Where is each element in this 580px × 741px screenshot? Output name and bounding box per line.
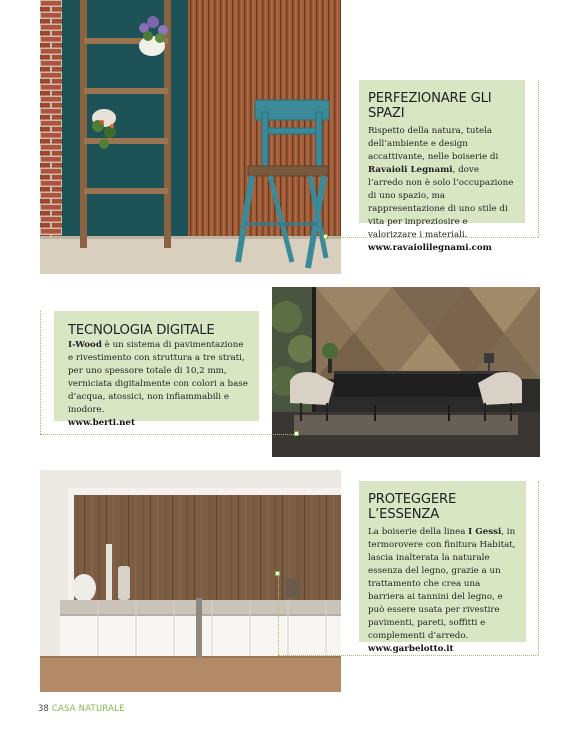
article-title: PROTEGGERE L’ESSENZA [368, 492, 457, 522]
dotted-frame-line [538, 481, 539, 655]
photo-living-room [272, 287, 540, 457]
pin-marker [323, 234, 328, 239]
dotted-frame-line [278, 655, 538, 656]
photo-ladder-chair [40, 0, 341, 274]
article-title: TECNOLOGIA DIGITALE [68, 323, 215, 338]
pin-marker [294, 431, 299, 436]
magazine-name: CASA NATURALE [51, 704, 125, 714]
website-link[interactable]: www.ravaiolilegnami.com [368, 243, 492, 253]
pin-marker [275, 571, 280, 576]
dotted-frame-line [327, 237, 538, 238]
dotted-frame-line [278, 575, 279, 655]
dotted-frame-line [538, 80, 539, 237]
article-text: I-Wood è un sistema di pavimentazione e rivestimento con struttura a tre strati, per uno spessore totale di 10,2 mm, verniciata digitalmente con colori a base d’acqua, atossici, non infiammabili e inodore. [68, 340, 248, 415]
page-number: 38 [38, 704, 49, 714]
dotted-frame-line [40, 311, 41, 434]
page-footer [38, 704, 125, 714]
dotted-frame-line [40, 434, 296, 435]
article-box-1 [359, 80, 525, 253]
website-link[interactable]: www.berti.net [68, 418, 135, 428]
article-box-2 [54, 311, 259, 428]
brand-name: I-Wood [68, 340, 102, 350]
brand-name: Ravaioli Legnami [368, 165, 453, 175]
brand-name: I Gessi [468, 527, 502, 537]
article-title: PERFEZIONARE GLI SPAZI [368, 91, 492, 121]
article-text: La boiserie della linea I Gessi, in termorovere con finitura Habitat, lascia inalterata la naturale essenza del legno, grazie a un trattamento che crea una barriera ai tannini del legno, e può essere usata per rivestire pavimenti, pareti, soffitti e complementi d’arredo. [368, 527, 516, 641]
photo-wood-boiserie [40, 470, 341, 692]
article-box-3 [359, 481, 526, 654]
article-text: Rispetto della natura, tutela dell’ambiente e design accattivante, nelle boiserie di Ravaioli Legnami, dove l’arredo non è solo l’occupazione di uno spazio, ma rappresentazione di uno stile di vita per impreziosire e valorizzare i materiali. [368, 126, 514, 240]
website-link[interactable]: www.garbelotto.it [368, 644, 454, 654]
